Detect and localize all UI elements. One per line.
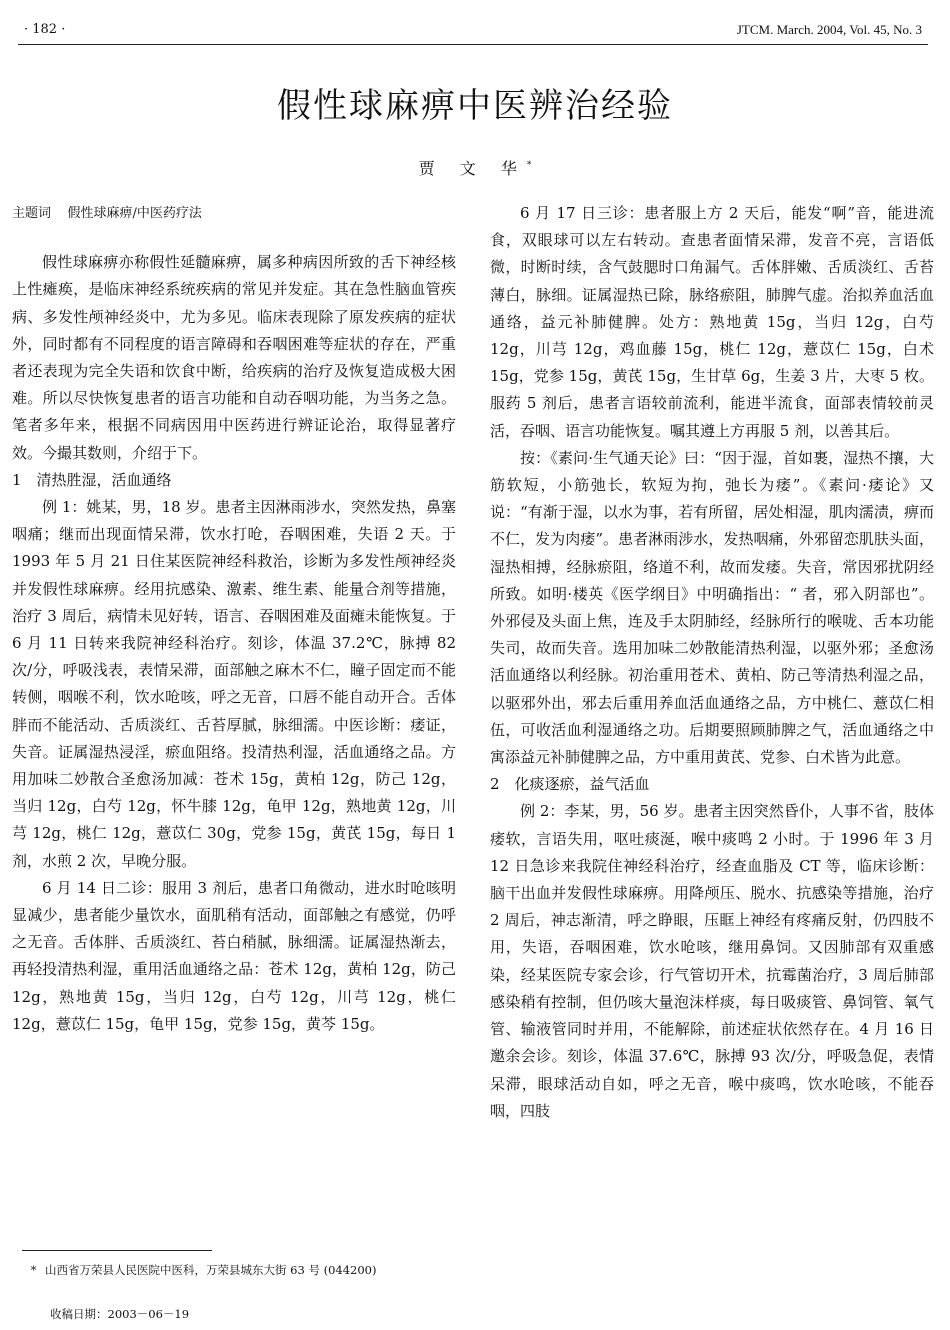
case-2-paragraph: 例 2：李某，男，56 岁。患者主因突然昏仆，人事不省，肢体痿软，言语失用，呕吐痰涎，喉中痰鸣 2 小时。于 1996 年 3 月 12 日急诊来我院住神经科治疗，经查血脂及 CT 等，临床诊断：脑干出血并发假性球麻痹。用降颅压、脱水、抗感染等措施，治疗 2 周后，神志渐清，呼之睁眼，压眶上神经有疼痛反射，仍四肢不用，失语，吞咽困难，饮水呛咳，继用鼻饲。又因肺部有双重感染，经某医院专家会诊，行气管切开术，抗霉菌治疗，3 周后肺部感染稍有控制，但仍咳大量泡沫样痰，每日吸痰管、鼻饲管、氧气管、输液管同时并用，不能解除，前述症状依然存在。4 月 16 日邀余会诊。刻诊，体温 37.6℃，脉搏 93 次/分，呼吸急促，表情呆滞，眼球活动自如，呼之无音，喉中痰鸣，饮水呛咳，不能吞咽，四肢 <box>490 802 934 1120</box>
keywords-line <box>12 200 456 227</box>
author-name: 贾 文 华 <box>418 159 527 178</box>
page-number: · 182 · <box>24 22 66 37</box>
visit-3-paragraph: 6 月 17 日三诊：患者服上方 2 天后，能发“啊”音，能进流食，双眼球可以左右转动。查患者面情呆滞，发音不亮，言语低微，时断时续，含气鼓腮时口角漏气。舌体胖嫩、舌质淡红、舌苔薄白，脉细。证属湿热已除，脉络瘀阻，肺脾气虚。治拟养血活血通络，益元补肺健脾。处方：熟地黄 15g，当归 12g，白芍 12g，川芎 12g，鸡血藤 15g，桃仁 12g，薏苡仁 15g，白术 15g，党参 15g，黄芪 15g，生甘草 6g，生姜 3 片，大枣 5 枚。服药 5 剂后，患者言语较前流利，能进半流食，面部表情较前灵活，吞咽、语言功能恢复。嘱其遵上方再服 5 剂，以善其后。 <box>490 204 934 440</box>
section-2-heading: 2 化痰逐瘀，益气活血 <box>490 775 650 794</box>
footnote-affiliation: 山西省万荣县人民医院中医科，万荣县城东大街 63 号 (044200) <box>45 1263 377 1277</box>
keywords-label: 主题词 <box>12 206 52 221</box>
left-column <box>12 200 456 1038</box>
author-footnote-mark: * <box>526 160 532 171</box>
footnote <box>22 1260 452 1280</box>
right-column <box>490 200 934 1125</box>
article-title: 假性球麻痹中医辨治经验 <box>277 86 673 126</box>
received-date: 收稿日期：2003－06－19 <box>50 1307 190 1321</box>
case-1-paragraph: 例 1：姚某，男，18 岁。患者主因淋雨涉水，突然发热，鼻塞咽痛；继而出现面情呆滞，饮水打呛，吞咽困难，失语 2 天。于 1993 年 5 月 21 日住某医院神经科救治，诊断为多发性颅神经炎并发假性球麻痹。经用抗感染、激素、维生素、能量合剂等措施，治疗 3 周后，病情未见好转，语言、吞咽困难及面瘫未能恢复。于 6 月 11 日转来我院神经科治疗。刻诊，体温 37.2℃，脉搏 82 次/分，呼吸浅表，表情呆滞，面部触之麻木不仁，瞳子固定而不能转侧，咽喉不利，饮水呛咳，呼之无音，口唇不能自动开合。舌体胖而不能活动、舌质淡红、舌苔厚腻，脉细濡。中医诊断：痿证，失音。证属湿热浸淫，瘀血阻络。投清热利湿，活血通络之品。方用加味二妙散合圣愈汤加减：苍术 15g，黄柏 12g，防己 12g，当归 12g，白芍 12g，怀牛膝 12g，龟甲 12g，熟地黄 12g，川芎 12g，桃仁 12g，薏苡仁 30g，党参 15g，黄芪 15g，每日 1 剂，水煎 2 次，早晚分服。 <box>12 498 456 870</box>
commentary-paragraph: 按：《素问·生气通天论》曰：“因于湿，首如裹，湿热不攘，大筋软短，小筋弛长，软短为拘，弛长为痿”。《素问·痿论》又说：“有渐于湿，以水为事，若有所留，居处相湿，肌肉濡渍，痹而不仁，发为肉痿”。患者淋雨涉水，发热咽痛，外邪留恋肌肤头面，湿热相搏，经脉瘀阻，络道不利，故而发痿。失音，常因邪扰阴经所致。如明·楼英《医学纲目》中明确指出：“ 者，邪入阴部也”。外邪侵及头面上焦，连及手太阴肺经，经脉所行的喉咙、舌本功能失司，故而失音。选用加味二妙散能清热利湿，以驱外邪；圣愈汤活血通络以利经脉。初治重用苍术、黄柏、防己等清热利湿之品，以驱邪外出，邪去后重用养血活血通络之品，方中桃仁、薏苡仁相伍，可收活血利湿通络之功。后期要照顾肺脾之气，活血通络之中寓添益元补肺健脾之品，方中重用黄芪、党参、白术皆为此意。 <box>490 448 934 767</box>
footnote-mark: * <box>30 1263 37 1277</box>
header-rule <box>18 44 928 45</box>
footnote-rule <box>22 1250 212 1251</box>
section-1-heading: 1 清热胜湿，活血通络 <box>12 470 172 489</box>
intro-paragraph: 假性球麻痹亦称假性延髓麻痹，属多种病因所致的舌下神经核上性瘫痪，是临床神经系统疾病的常见并发症。其在急性脑血管疾病、多发性颅神经炎中，尤为多见。临床表现除了原发疾病的症状外，同时都有不同程度的语言障碍和吞咽困难等症状的存在，严重者还表现为完全失语和饮食中断，给疾病的治疗及恢复造成极大困难。所以尽快恢复患者的语言功能和自动吞咽功能，为当务之急。笔者多年来，根据不同病因用中医药进行辨证论治，取得显著疗效。今撮其数则，介绍于下。 <box>12 253 456 462</box>
journal-citation: JTCM. March. 2004, Vol. 45, No. 3 <box>736 22 922 37</box>
author-line <box>0 156 950 179</box>
keywords-value: 假性球麻痹/中医药疗法 <box>67 206 202 221</box>
visit-2-paragraph: 6 月 14 日二诊：服用 3 剂后，患者口角微动，进水时呛咳明显减少，患者能少量饮水，面肌稍有活动，面部触之有感觉，仍呼之无音。舌体胖、舌质淡红、苔白稍腻，脉细濡。证属湿热渐去，再轻投清热利湿，重用活血通络之品：苍术 12g，黄柏 12g，防己 12g，熟地黄 15g，当归 12g，白芍 12g，川芎 12g，桃仁 12g，薏苡仁 15g，龟甲 15g，党参 15g，黄芩 15g。 <box>12 878 456 1033</box>
